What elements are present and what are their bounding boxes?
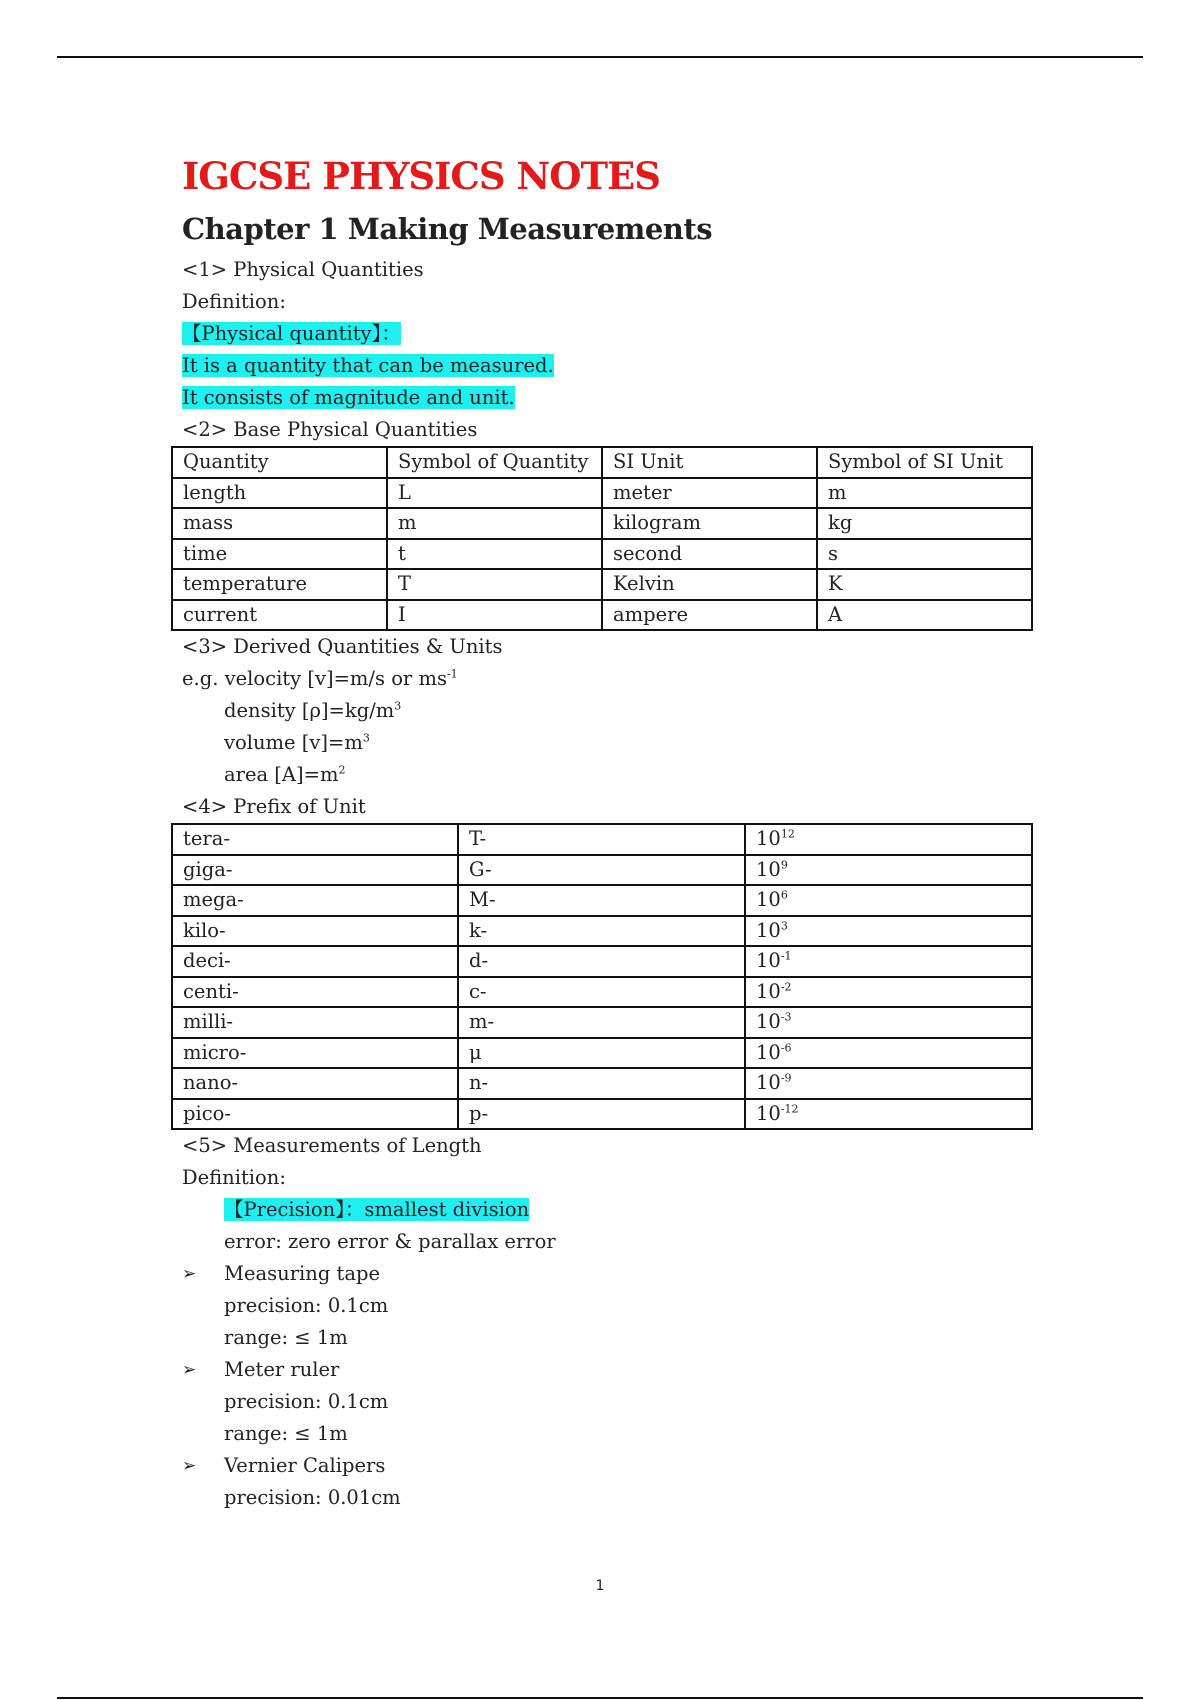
prefix-name-cell: deci- [172, 946, 458, 977]
instrument-precision: precision: 0.1cm [224, 1390, 389, 1413]
arrow-bullet-icon: ➢ [182, 1456, 197, 1476]
table-cell: m [817, 478, 1032, 509]
instrument-precision: precision: 0.1cm [224, 1294, 389, 1317]
prefix-name-cell: micro- [172, 1038, 458, 1069]
table-row [172, 1038, 1032, 1069]
document-title: IGCSE PHYSICS NOTES [182, 154, 660, 198]
instrument-range: range: ≤ 1m [224, 1422, 348, 1445]
table-row [172, 885, 1032, 916]
table-cell: A [817, 600, 1032, 631]
top-rule [57, 56, 1143, 58]
table-cell: kg [817, 508, 1032, 539]
table-header-cell: Symbol of Quantity [387, 447, 602, 478]
table-cell: L [387, 478, 602, 509]
density-line: density $[\rho]=kg/m^3$ [224, 699, 402, 722]
table-row [172, 916, 1032, 947]
physical-quantity-term: 【Physical quantity】： [182, 322, 401, 345]
table-row [172, 1099, 1032, 1130]
volume-line: volume $[v]=m^3$ [224, 731, 370, 754]
table-cell: m [387, 508, 602, 539]
table-cell: T [387, 569, 602, 600]
prefix-power-cell: $10^{-12}$ [745, 1099, 1032, 1130]
area-line: area $[A]=m^2$ [224, 763, 346, 786]
page-number: 1 [595, 1578, 605, 1594]
instrument-meter-ruler: ➢ Meter ruler [182, 1354, 1032, 1386]
bottom-rule [57, 1697, 1143, 1699]
table-cell: time [172, 539, 387, 570]
prefix-power-cell: $10^{12}$ [745, 824, 1032, 855]
prefix-power-cell: $10^6$ [745, 885, 1032, 916]
page-content [182, 150, 1032, 1514]
table-row [172, 1007, 1032, 1038]
table-header-row [172, 447, 1032, 478]
prefix-symbol-cell: M- [458, 885, 745, 916]
table-cell: s [817, 539, 1032, 570]
instrument-precision: precision: 0.01cm [224, 1486, 401, 1509]
table-cell: temperature [172, 569, 387, 600]
prefix-symbol-cell: p- [458, 1099, 745, 1130]
base-quantities-table [171, 446, 1033, 631]
table-row [172, 600, 1032, 631]
table-row [172, 539, 1032, 570]
prefix-name-cell: centi- [172, 977, 458, 1008]
table-row [172, 569, 1032, 600]
prefix-symbol-cell: n- [458, 1068, 745, 1099]
definition-line-2: It consists of magnitude and unit. [182, 386, 515, 409]
prefix-symbol-cell: μ [458, 1038, 745, 1069]
arrow-bullet-icon: ➢ [182, 1264, 197, 1284]
table-header-cell: SI Unit [602, 447, 817, 478]
prefix-symbol-cell: d- [458, 946, 745, 977]
table-cell: ampere [602, 600, 817, 631]
prefix-power-cell: $10^{-2}$ [745, 977, 1032, 1008]
section-4-heading: <4> Prefix of Unit [182, 795, 366, 818]
section-3-heading: <3> Derived Quantities & Units [182, 635, 503, 658]
definition-line-1: It is a quantity that can be measured. [182, 354, 554, 377]
prefix-power-cell: $10^{-3}$ [745, 1007, 1032, 1038]
prefix-symbol-cell: G- [458, 855, 745, 886]
instrument-vernier-calipers: ➢ Vernier Calipers [182, 1450, 1032, 1482]
table-row [172, 1068, 1032, 1099]
section-5-heading: <5> Measurements of Length [182, 1134, 482, 1157]
prefix-name-cell: pico- [172, 1099, 458, 1130]
prefix-name-cell: tera- [172, 824, 458, 855]
prefix-power-cell: $10^{-1}$ [745, 946, 1032, 977]
table-cell: t [387, 539, 602, 570]
chapter-title: Chapter 1 Making Measurements [182, 212, 713, 246]
prefix-power-cell: $10^3$ [745, 916, 1032, 947]
table-row [172, 946, 1032, 977]
table-cell: K [817, 569, 1032, 600]
prefix-name-cell: nano- [172, 1068, 458, 1099]
section-2-heading: <2> Base Physical Quantities [182, 418, 478, 441]
table-cell: Kelvin [602, 569, 817, 600]
table-row [172, 855, 1032, 886]
prefix-symbol-cell: T- [458, 824, 745, 855]
prefix-table [171, 823, 1033, 1130]
table-cell: current [172, 600, 387, 631]
prefix-power-cell: $10^{-9}$ [745, 1068, 1032, 1099]
prefix-name-cell: kilo- [172, 916, 458, 947]
table-row [172, 824, 1032, 855]
precision-definition: 【Precision】：smallest division [224, 1198, 530, 1221]
section-1-heading: <1> Physical Quantities [182, 258, 424, 281]
error-line: error: zero error & parallax error [224, 1230, 556, 1253]
instrument-measuring-tape: ➢ Measuring tape [182, 1258, 1032, 1290]
table-row [172, 977, 1032, 1008]
table-cell: mass [172, 508, 387, 539]
velocity-line: e.g. velocity [v]=m/s or $ms^{-1}$ [182, 667, 458, 690]
table-cell: length [172, 478, 387, 509]
definition-label-2: Definition: [182, 1166, 286, 1189]
definition-label: Definition: [182, 290, 286, 313]
prefix-name-cell: mega- [172, 885, 458, 916]
table-cell: meter [602, 478, 817, 509]
prefix-power-cell: $10^9$ [745, 855, 1032, 886]
table-header-cell: Quantity [172, 447, 387, 478]
table-cell: kilogram [602, 508, 817, 539]
prefix-symbol-cell: c- [458, 977, 745, 1008]
prefix-symbol-cell: m- [458, 1007, 745, 1038]
instrument-range: range: ≤ 1m [224, 1326, 348, 1349]
prefix-name-cell: milli- [172, 1007, 458, 1038]
table-cell: second [602, 539, 817, 570]
prefix-symbol-cell: k- [458, 916, 745, 947]
table-row [172, 508, 1032, 539]
arrow-bullet-icon: ➢ [182, 1360, 197, 1380]
table-row [172, 478, 1032, 509]
table-cell: I [387, 600, 602, 631]
prefix-power-cell: $10^{-6}$ [745, 1038, 1032, 1069]
table-header-cell: Symbol of SI Unit [817, 447, 1032, 478]
prefix-name-cell: giga- [172, 855, 458, 886]
